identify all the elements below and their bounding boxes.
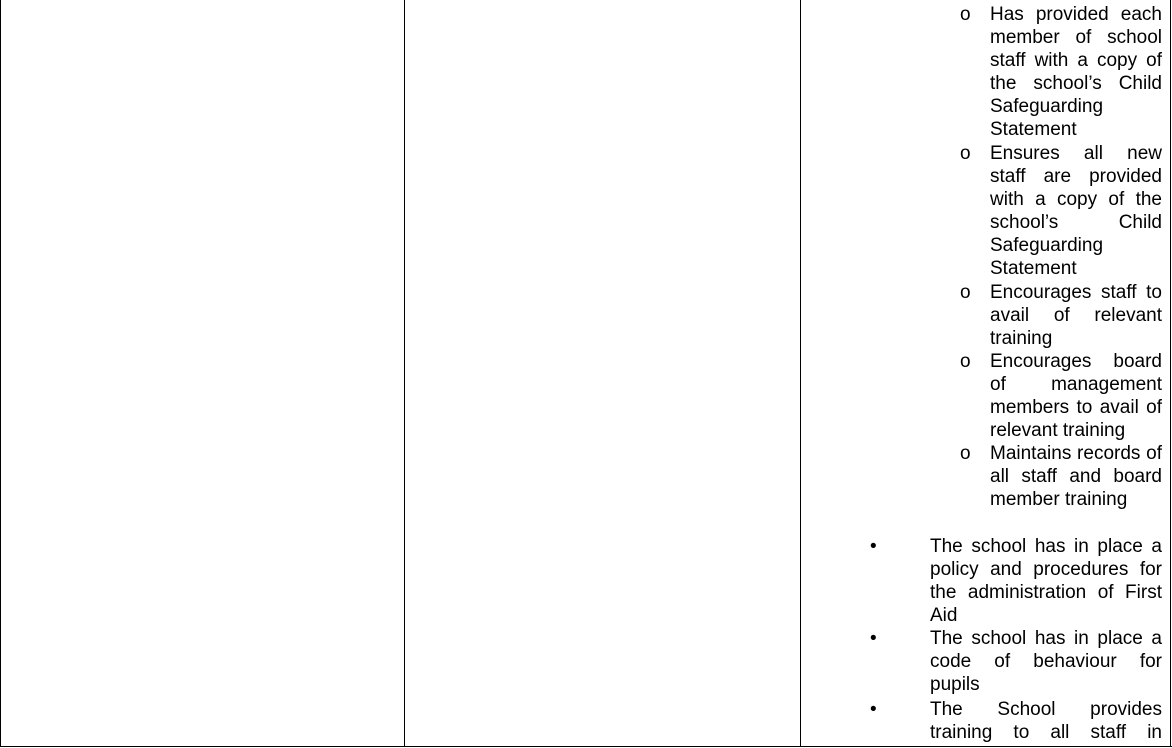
list-item: • The school has in place a policy and procedures for the administration of First Aid [870, 536, 1162, 626]
list-item: • The school has in place a code of behaviour for pupils [870, 628, 1162, 695]
table-border-left [0, 0, 1, 747]
bullet-marker: • [870, 536, 877, 557]
column-divider-2 [800, 0, 801, 747]
bullet-marker: • [870, 628, 877, 649]
sub-list-item: o Ensures all new staff are provided with a copy of the school’s Child Safeguarding Statement [960, 143, 1162, 279]
table-border-right [1170, 0, 1171, 747]
sub-list-item: o Encourages board of management members to avail of relevant training [960, 351, 1162, 441]
column-3-content [870, 3, 1162, 748]
circle-marker: o [960, 4, 971, 25]
list-item: • The School provides training to all staff in [870, 699, 1162, 743]
bullet-marker: • [870, 699, 877, 720]
sub-list-item: o Has provided each member of school staff with a copy of the school’s Child Safeguarding Statement [960, 4, 1162, 140]
circle-marker: o [960, 143, 971, 164]
circle-marker: o [960, 351, 971, 372]
circle-marker: o [960, 443, 971, 464]
sub-list-item: o Encourages staff to avail of relevant training [960, 282, 1162, 349]
circle-marker: o [960, 282, 971, 303]
sub-list-item: o Maintains records of all staff and board member training [960, 443, 1162, 510]
column-divider-1 [404, 0, 405, 747]
